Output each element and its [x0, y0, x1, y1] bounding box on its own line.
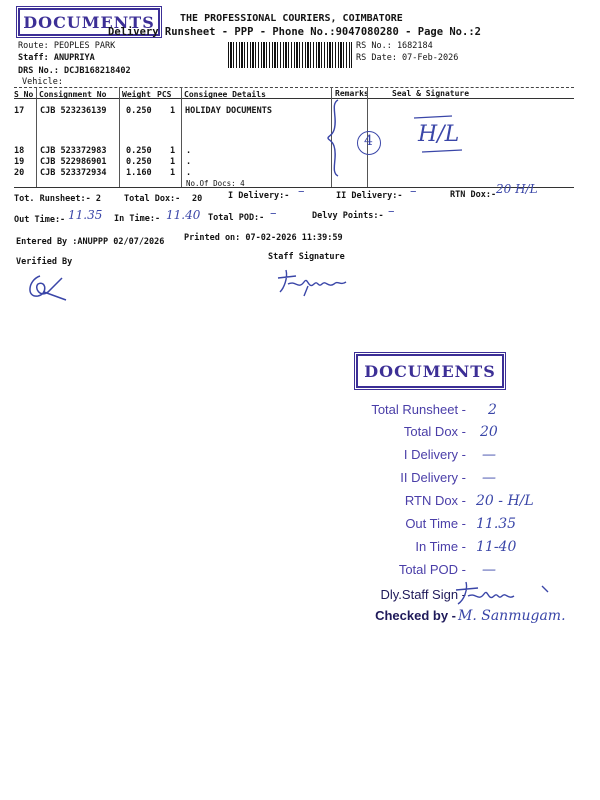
stamp-label: RTN Dox - [404, 493, 466, 508]
row-pcs: 1 [170, 106, 176, 116]
table-top-line [14, 87, 574, 88]
stamp-value: 2 [488, 402, 497, 418]
ii-delivery-hand: – [410, 184, 417, 199]
stamp-label: Total Dox - [403, 424, 466, 439]
col-header-sno: S No [14, 90, 34, 99]
row-sno: 20 [14, 168, 25, 178]
stamp-value: — [482, 562, 496, 578]
stamp-row-total-dox [404, 424, 600, 440]
col-divider [119, 87, 120, 187]
stamp-label: Dly.Staff Sign - [380, 587, 466, 602]
stamp-row-checked-by [375, 608, 600, 624]
row-sno: 18 [14, 146, 25, 156]
rtn-dox-label: RTN Dox:- [450, 190, 497, 200]
drs-number: DRS No.: DCJB168218402 [18, 66, 131, 76]
out-time-hand: 11.35 [68, 208, 103, 222]
col-header-pcs: PCS [157, 90, 172, 99]
total-dox-value: 20 [192, 194, 203, 204]
stamp-label: In Time - [415, 539, 466, 554]
i-delivery-label: I Delivery:- [228, 191, 290, 201]
row-consignment: CJB 523236139 [40, 106, 107, 116]
seal-underline-mark [408, 112, 468, 160]
staff-text: Staff: ANUPRIYA [18, 53, 95, 63]
stamp-row-total-pod [399, 562, 600, 578]
row-consignment: CJB 523372983 [40, 146, 107, 156]
vehicle-text: Vehicle: [22, 77, 63, 87]
stamp-row-out-time [405, 516, 600, 532]
stamp-row-in-time [415, 539, 600, 555]
col-divider [36, 87, 37, 187]
col-header-weight: Weight [122, 90, 151, 99]
row-consignee: HOLIDAY DOCUMENTS [185, 106, 272, 116]
entered-by: Entered By :ANUPPP 02/07/2026 [16, 237, 165, 247]
stamp-value: 11-40 [476, 539, 517, 555]
stamp-value: 20 - H/L [476, 493, 534, 509]
i-delivery-hand: – [298, 184, 305, 199]
stamp-label: Total POD - [398, 562, 466, 577]
col-header-seal: Seal & Signature [392, 89, 470, 98]
table-bottom-line [14, 187, 574, 188]
stamp-label: II Delivery - [400, 470, 466, 485]
seal-handwritten: H/L [418, 122, 460, 147]
tot-runsheet: Tot. Runsheet:- 2 [14, 194, 101, 204]
in-time-hand: 11.40 [166, 208, 201, 222]
row-pcs: 1 [170, 146, 176, 156]
stamp-box-title: DOCUMENTS [364, 361, 496, 381]
row-weight: 0.250 [126, 106, 152, 116]
company-name: THE PROFESSIONAL COURIERS, COIMBATORE [180, 13, 403, 24]
out-time-label: Out Time:- [14, 215, 66, 225]
total-pod-hand: – [270, 206, 277, 221]
row-sno: 19 [14, 157, 25, 167]
total-dox-label: Total Dox:- [124, 194, 181, 204]
stamp-value: 11.35 [476, 516, 517, 532]
stamp-value: — [482, 447, 496, 463]
stamp-row-i-delivery [404, 447, 600, 463]
stamp-label: Checked by - [375, 608, 456, 623]
col-header-consignment: Consignment No [39, 90, 107, 99]
delvy-points-hand: – [388, 204, 395, 219]
stamp-value: M. Sanmugam. [458, 608, 566, 624]
no-of-docs: No.Of Docs: 4 [186, 179, 245, 188]
stamp-row-total-runsheet [371, 402, 600, 418]
stamp-label: Out Time - [405, 516, 466, 531]
staff-signature-mark [274, 264, 358, 298]
verified-by-label: Verified By [16, 257, 73, 267]
verified-signature [22, 270, 72, 304]
col-header-consignee: Consignee Details [184, 90, 266, 99]
row-pcs: 1 [170, 157, 176, 167]
total-pod-label: Total POD:- [208, 213, 265, 223]
row-consignment: CJB 523372934 [40, 168, 107, 178]
stamp-value: — [482, 470, 496, 486]
row-weight: 1.160 [126, 168, 152, 178]
dly-staff-signature-mark [452, 578, 552, 608]
rs-date: RS Date: 07-Feb-2026 [356, 53, 459, 63]
stamp-value: 20 [480, 424, 498, 440]
barcode [228, 42, 352, 68]
ii-delivery-label: II Delivery:- [336, 191, 403, 201]
printed-on: Printed on: 07-02-2026 11:39:59 [184, 233, 343, 243]
runsheet-title: Delivery Runsheet - PPP - Phone No.:9047080280 - Page No.:2 [108, 26, 481, 38]
route-text: Route: PEOPLES PARK [18, 41, 116, 51]
col-header-remarks: Remarks [335, 89, 369, 98]
rtn-dox-hand: 20 H/L [496, 182, 538, 196]
row-consignee: . [186, 146, 192, 156]
row-consignee: . [186, 157, 192, 167]
stamp-top-text: DOCUMENTS [23, 12, 155, 32]
documents-stamp-box [356, 354, 504, 388]
delvy-points-label: Delvy Points:- [312, 211, 384, 221]
row-weight: 0.250 [126, 146, 152, 156]
remarks-handwritten-count: 4 [364, 133, 373, 149]
staff-signature-label: Staff Signature [268, 252, 345, 262]
row-pcs: 1 [170, 168, 176, 178]
stamp-label: Total Runsheet - [371, 402, 466, 417]
in-time-label: In Time:- [114, 214, 161, 224]
stamp-row-ii-delivery [400, 470, 600, 486]
stamp-label: I Delivery - [403, 447, 466, 462]
col-divider [181, 87, 182, 187]
row-weight: 0.250 [126, 157, 152, 167]
stamp-row-rtn-dox [405, 493, 600, 509]
row-sno: 17 [14, 106, 25, 116]
row-consignment: CJB 522986901 [40, 157, 107, 167]
row-consignee: . [186, 168, 192, 178]
rs-number: RS No.: 1682184 [356, 41, 433, 51]
